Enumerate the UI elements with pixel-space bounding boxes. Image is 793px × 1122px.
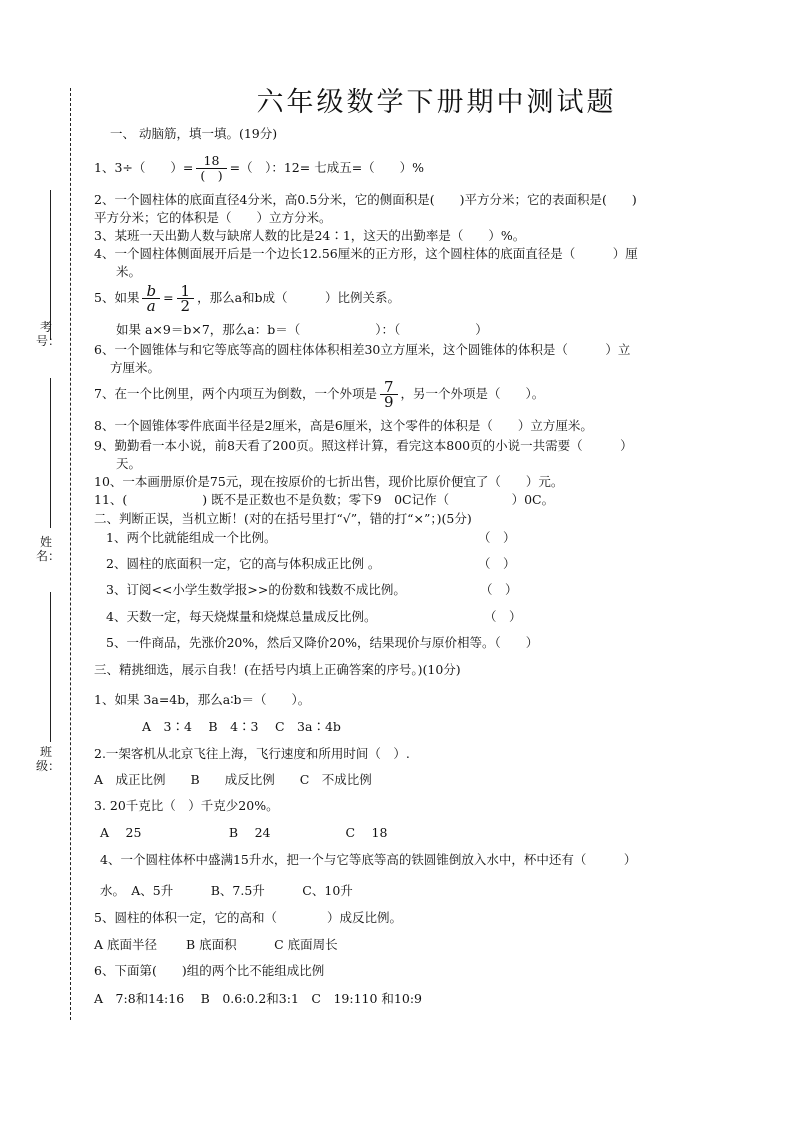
choice-6: 6、下面第( )组的两个比不能组成比例 xyxy=(94,963,325,978)
q1-1: 1、3÷（ ）= $\frac{18}{( )}$ =（ ）：12= 七成五=（ ）% xyxy=(94,153,425,183)
choice-1-options: A 3∶4 B 4∶3 C 3a∶4b xyxy=(142,719,341,734)
xingming-blank-line xyxy=(50,378,51,528)
choice-2: 2.一架客机从北京飞往上海，飞行速度和所用时间（ ）. xyxy=(94,746,410,761)
banji-label: 班级： xyxy=(36,745,61,773)
choice-5: 5、圆柱的体积一定，它的高和（ ）成反比例。 xyxy=(94,910,402,925)
q1-5-line2: 如果 a×9＝b×7，那么a：b＝（ ）：（ ） xyxy=(116,322,488,337)
sec2-heading: 二、判断正误，当机立断！(对的在括号里打“√”，错的打“×”；)(5分) xyxy=(94,511,472,526)
choice-3: 3. 20千克比（ ）千克少20%。 xyxy=(94,798,279,813)
banji-blank-line xyxy=(50,592,51,742)
q1-fraction: $\frac{18}{( )}$ xyxy=(196,154,226,183)
judge-3: 3、订阅<<小学生数学报>>的份数和钱数不成比例。 xyxy=(106,582,406,597)
choice-5-options: A 底面半径 B 底面积 C 底面周长 xyxy=(94,937,338,952)
q1-10: 10、一本画册原价是75元，现在按原价的七折出售，现价比原价便宜了（ ）元。 xyxy=(94,474,564,489)
choice-2-options: A 成正比例 B 成反比例 C 不成比例 xyxy=(94,772,372,787)
sec3-heading: 三、精挑细选，展示自我！(在括号内填上正确答案的序号。)(10分) xyxy=(94,662,461,677)
choice-6-options: A 7:8和14:16 B 0.6:0.2和3:1 C 19:110 和10:9 xyxy=(94,991,422,1006)
choice-4-line2: 水。 A、5升 B、7.5升 C、10升 xyxy=(100,883,353,898)
judge-2-paren: （ ） xyxy=(478,556,516,571)
q1-5: 5、如果 $\frac{b}{a}$ = $\frac{1}{2}$ ，那么a和b成（ ）比例关系。 xyxy=(94,282,401,315)
q1-2-line1: 2、一个圆柱体的底面直径4分米，高0.5分米，它的侧面积是( )平方分米；它的表面积是( ) xyxy=(94,192,637,207)
q1-3: 3、某班一天出勤人数与缺席人数的比是24∶1，这天的出勤率是（ ）%。 xyxy=(94,228,526,243)
q1-4-line1: 4、一个圆柱体侧面展开后是一个边长12.56厘米的正方形，这个圆柱体的底面直径是（ ）厘 xyxy=(94,246,638,261)
kaohao-blank-line xyxy=(50,190,51,340)
q1-11: 11、( ) 既不是正数也不是负数；零下9 0C记作（ ）0C。 xyxy=(94,492,555,507)
judge-1: 1、两个比就能组成一个比例。 xyxy=(106,530,277,545)
judge-2: 2、圆柱的底面积一定，它的高与体积成正比例 。 xyxy=(106,556,381,571)
judge-3-paren: （ ） xyxy=(480,582,518,597)
choice-1: 1、如果 3a=4b，那么a∶b＝（ ）。 xyxy=(94,692,311,707)
judge-5: 5、一件商品，先涨价20%，然后又降价20%，结果现价与原价相等。（ ） xyxy=(106,635,539,650)
one-half-fraction: $\frac{1}{2}$ xyxy=(177,284,195,313)
q1-4-line2: 米。 xyxy=(116,264,142,279)
choice-4-line1: 4、一个圆柱体杯中盛满15升水，把一个与它等底等高的铁圆锥倒放入水中，杯中还有（ ） xyxy=(100,852,637,867)
q1-8: 8、一个圆锥体零件底面半径是2厘米，高是6厘米，这个零件的体积是（ ）立方厘米。 xyxy=(94,418,593,433)
kaohao-label: 考号： xyxy=(36,320,61,348)
xingming-label: 姓名： xyxy=(36,535,61,563)
sec1-heading: 一、 动脑筋，填一填。(19分) xyxy=(110,126,278,141)
q1-9-line1: 9、勤勤看一本小说，前8天看了200页。照这样计算，看完这本800页的小说一共需要（ ） xyxy=(94,438,633,453)
seven-ninths-fraction: $\frac{7}{9}$ xyxy=(380,380,398,409)
b-over-a-fraction: $\frac{b}{a}$ xyxy=(142,284,160,313)
q1-7: 7、在一个比例里，两个内项互为倒数，一个外项是 $\frac{7}{9}$ ，另一个外项是（ ）。 xyxy=(94,378,545,411)
q1-6-line2: 方厘米。 xyxy=(110,360,161,375)
q1-2-line2: 平方分米；它的体积是（ ）立方分米。 xyxy=(94,210,332,225)
judge-4-paren: （ ） xyxy=(484,609,522,624)
q1-9-line2: 天。 xyxy=(116,456,142,471)
judge-1-paren: （ ） xyxy=(478,530,516,545)
binding-dashed-line xyxy=(70,88,71,1020)
page-title: 六年级数学下册期中测试题 xyxy=(256,87,617,118)
q1-6-line1: 6、一个圆锥体与和它等底等高的圆柱体体积相差30立方厘米，这个圆锥体的体积是（ ）立 xyxy=(94,342,631,357)
choice-3-options: A 25 B 24 C 18 xyxy=(100,825,388,840)
judge-4: 4、天数一定，每天烧煤量和烧煤总量成反比例。 xyxy=(106,609,377,624)
